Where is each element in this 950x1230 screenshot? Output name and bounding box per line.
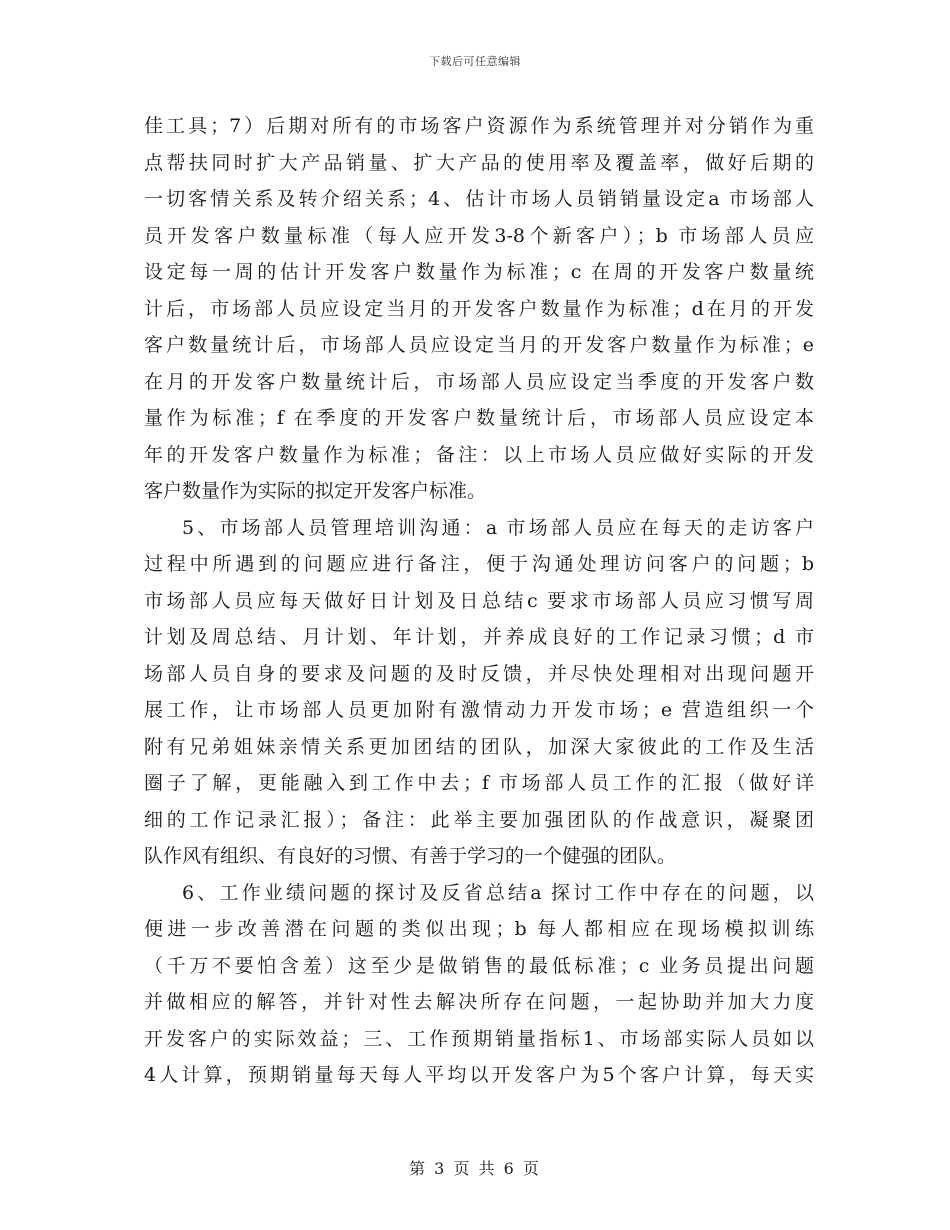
- text-line: （千万不要怕含羞）这至少是做销售的最低标准；c 业务员提出问题: [144, 954, 814, 977]
- text-line: 设定每一周的估计开发客户数量作为标准；c 在周的开发客户数量统: [144, 261, 814, 283]
- text-line: 员开发客户数量标准（每人应开发3-8个新客户）；b 市场部人员应: [144, 224, 814, 247]
- text-line: 场部人员自身的要求及问题的及时反馈，并尽快处理相对出现问题开: [144, 662, 814, 685]
- text-line: 点帮扶同时扩大产品销量、扩大产品的使用率及覆盖率，做好后期的: [144, 151, 814, 174]
- page-number-footer: 第 3 页 共 6 页: [409, 1159, 541, 1178]
- text-line: 量作为标准；f 在季度的开发客户数量统计后，市场部人员应设定本: [144, 407, 814, 429]
- text-line: 在月的开发客户数量统计后，市场部人员应设定当季度的开发客户数: [144, 370, 814, 393]
- text-line: 过程中所遇到的问题应进行备注，便于沟通处理访问客户的问题；b: [144, 553, 814, 575]
- page-header-note: 下载后可任意编辑: [429, 55, 521, 68]
- text-line: 并做相应的解答，并针对性去解决所存在问题，一起协助并加大力度: [144, 991, 814, 1013]
- paragraph-start-line: 5、市场部人员管理培训沟通：a 市场部人员应在每天的走访客户: [182, 516, 814, 539]
- text-line: 客户数量作为实际的拟定开发客户标准。: [144, 480, 487, 502]
- text-line: 开发客户的实际效益；三、工作预期销量指标1、市场部实际人员如以: [144, 1027, 814, 1050]
- text-line: 年的开发客户数量作为标准；备注：以上市场人员应做好实际的开发: [144, 443, 814, 466]
- text-line: 计划及周总结、月计划、年计划，并养成良好的工作记录习惯；d 市: [144, 626, 814, 648]
- text-line: 计后，市场部人员应设定当月的开发客户数量作为标准；d在月的开发: [144, 297, 814, 320]
- text-line: 队作风有组织、有良好的习惯、有善于学习的一个健强的团队。: [144, 845, 677, 867]
- text-line: 便进一步改善潜在问题的类似出现；b 每人都相应在现场模拟训练: [144, 918, 814, 940]
- text-line: 附有兄弟姐妹亲情关系更加团结的团队，加深大家彼此的工作及生活: [144, 735, 814, 758]
- text-line: 细的工作记录汇报）；备注：此举主要加强团队的作战意识，凝聚团: [144, 808, 814, 831]
- text-line: 客户数量统计后，市场部人员应设定当月的开发客户数量作为标准；e: [144, 334, 814, 356]
- text-line: 4人计算，预期销量每天每人平均以开发客户为5个客户计算，每天实: [144, 1064, 814, 1086]
- text-line: 展工作，让市场部人员更加附有激情动力开发市场；e 营造组织一个: [144, 699, 814, 721]
- text-line: 市场部人员应每天做好日计划及日总结c 要求市场部人员应习惯写周: [144, 589, 814, 612]
- text-line: 圈子了解，更能融入到工作中去；f 市场部人员工作的汇报（做好详: [144, 772, 814, 794]
- text-line: 佳工具；7）后期对所有的市场客户资源作为系统管理并对分销作为重: [144, 115, 814, 137]
- paragraph-start-line: 6、工作业绩问题的探讨及反省总结a 探讨工作中存在的问题，以: [182, 881, 814, 904]
- text-line: 一切客情关系及转介绍关系；4、估计市场人员销销量设定a 市场部人: [144, 188, 814, 210]
- document-body: [144, 108, 814, 1094]
